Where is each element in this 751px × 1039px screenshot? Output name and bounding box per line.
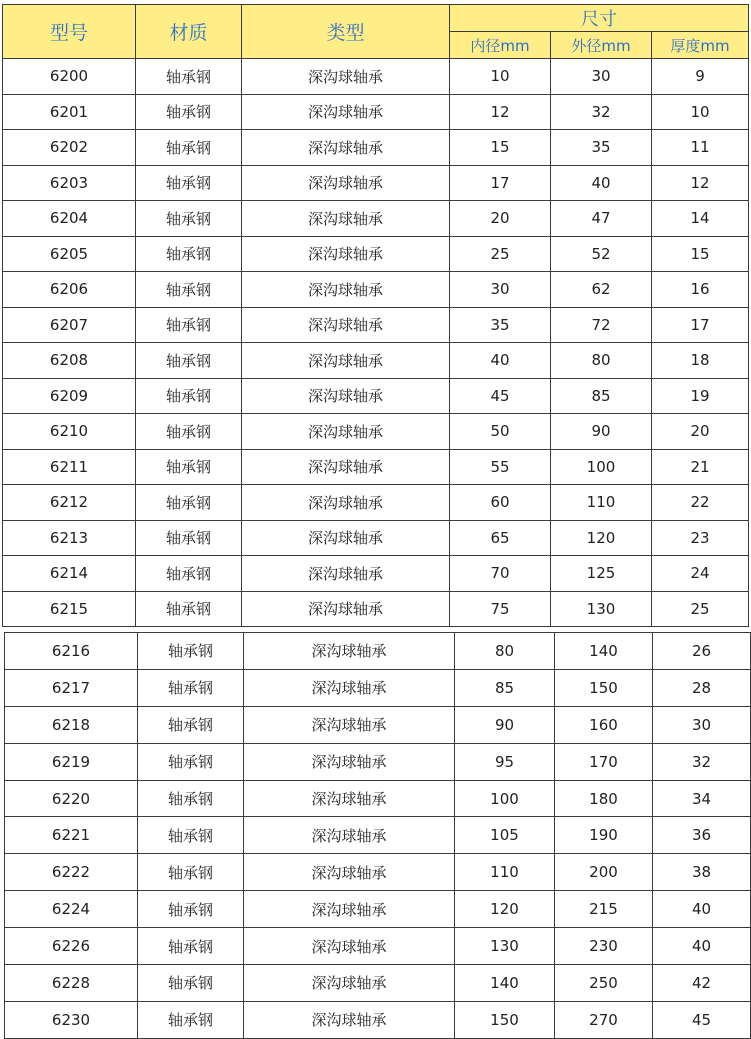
cell-inner: 12: [450, 94, 551, 130]
cell-model: 6216: [5, 633, 138, 670]
cell-material: 轴承钢: [138, 780, 244, 817]
cell-material: 轴承钢: [138, 854, 244, 891]
cell-thickness: 40: [653, 928, 751, 965]
table-row: [3, 94, 749, 130]
cell-material: 轴承钢: [136, 520, 242, 556]
cell-outer: 125: [551, 556, 652, 592]
cell-outer: 52: [551, 236, 652, 272]
cell-inner: 105: [455, 817, 555, 854]
cell-thickness: 21: [652, 449, 749, 485]
cell-model: 6208: [3, 343, 136, 379]
cell-inner: 17: [450, 165, 551, 201]
cell-model: 6207: [3, 307, 136, 343]
header-model: 型号: [3, 5, 136, 59]
table-row: [5, 633, 751, 670]
cell-model: 6209: [3, 378, 136, 414]
cell-type: 深沟球轴承: [244, 780, 455, 817]
cell-thickness: 38: [653, 854, 751, 891]
cell-thickness: 19: [652, 378, 749, 414]
cell-outer: 250: [555, 965, 653, 1002]
cell-model: 6230: [5, 1001, 138, 1038]
cell-thickness: 14: [652, 201, 749, 237]
table-row: [3, 130, 749, 166]
cell-type: 深沟球轴承: [242, 378, 450, 414]
cell-outer: 200: [555, 854, 653, 891]
header-inner: 内径mm: [450, 32, 551, 59]
cell-model: 6226: [5, 928, 138, 965]
cell-outer: 230: [555, 928, 653, 965]
cell-material: 轴承钢: [136, 307, 242, 343]
cell-type: 深沟球轴承: [242, 236, 450, 272]
spec-table: [2, 4, 749, 627]
cell-model: 6202: [3, 130, 136, 166]
cell-material: 轴承钢: [138, 1001, 244, 1038]
cell-outer: 80: [551, 343, 652, 379]
cell-thickness: 42: [653, 965, 751, 1002]
cell-model: 6211: [3, 449, 136, 485]
cell-outer: 100: [551, 449, 652, 485]
table-row: [5, 780, 751, 817]
cell-inner: 55: [450, 449, 551, 485]
cell-material: 轴承钢: [136, 343, 242, 379]
cell-type: 深沟球轴承: [242, 130, 450, 166]
cell-inner: 130: [455, 928, 555, 965]
cell-outer: 62: [551, 272, 652, 308]
cell-type: 深沟球轴承: [242, 94, 450, 130]
cell-outer: 85: [551, 378, 652, 414]
cell-material: 轴承钢: [136, 165, 242, 201]
table-row: [3, 556, 749, 592]
cell-inner: 90: [455, 706, 555, 743]
cell-thickness: 30: [653, 706, 751, 743]
cell-outer: 150: [555, 669, 653, 706]
table-row: [3, 591, 749, 627]
cell-material: 轴承钢: [138, 633, 244, 670]
cell-thickness: 36: [653, 817, 751, 854]
cell-inner: 150: [455, 1001, 555, 1038]
cell-material: 轴承钢: [136, 449, 242, 485]
cell-inner: 70: [450, 556, 551, 592]
cell-material: 轴承钢: [136, 272, 242, 308]
cell-model: 6222: [5, 854, 138, 891]
cell-outer: 90: [551, 414, 652, 450]
header-material: 材质: [136, 5, 242, 59]
cell-material: 轴承钢: [136, 59, 242, 95]
bearing-spec-table-bottom: [4, 632, 750, 1039]
cell-model: 6203: [3, 165, 136, 201]
cell-outer: 140: [555, 633, 653, 670]
cell-material: 轴承钢: [136, 201, 242, 237]
cell-material: 轴承钢: [136, 485, 242, 521]
cell-model: 6205: [3, 236, 136, 272]
cell-type: 深沟球轴承: [244, 965, 455, 1002]
cell-outer: 215: [555, 891, 653, 928]
cell-type: 深沟球轴承: [244, 1001, 455, 1038]
table-row: [3, 59, 749, 95]
cell-inner: 100: [455, 780, 555, 817]
cell-inner: 85: [455, 669, 555, 706]
cell-outer: 110: [551, 485, 652, 521]
cell-material: 轴承钢: [138, 891, 244, 928]
cell-material: 轴承钢: [136, 130, 242, 166]
cell-inner: 30: [450, 272, 551, 308]
cell-type: 深沟球轴承: [242, 307, 450, 343]
cell-outer: 30: [551, 59, 652, 95]
cell-type: 深沟球轴承: [244, 854, 455, 891]
cell-model: 6206: [3, 272, 136, 308]
cell-inner: 65: [450, 520, 551, 556]
bearing-spec-table-top: [2, 4, 748, 627]
table-row: [3, 165, 749, 201]
cell-outer: 32: [551, 94, 652, 130]
cell-inner: 110: [455, 854, 555, 891]
cell-thickness: 11: [652, 130, 749, 166]
cell-inner: 60: [450, 485, 551, 521]
table-row: [3, 520, 749, 556]
cell-material: 轴承钢: [136, 94, 242, 130]
cell-type: 深沟球轴承: [242, 59, 450, 95]
cell-model: 6204: [3, 201, 136, 237]
cell-thickness: 18: [652, 343, 749, 379]
cell-inner: 75: [450, 591, 551, 627]
cell-type: 深沟球轴承: [242, 272, 450, 308]
cell-thickness: 34: [653, 780, 751, 817]
cell-inner: 80: [455, 633, 555, 670]
cell-type: 深沟球轴承: [242, 201, 450, 237]
cell-type: 深沟球轴承: [242, 343, 450, 379]
table-row: [3, 272, 749, 308]
cell-type: 深沟球轴承: [242, 556, 450, 592]
cell-inner: 40: [450, 343, 551, 379]
cell-model: 6219: [5, 743, 138, 780]
cell-outer: 170: [555, 743, 653, 780]
cell-thickness: 45: [653, 1001, 751, 1038]
cell-type: 深沟球轴承: [242, 591, 450, 627]
cell-thickness: 32: [653, 743, 751, 780]
cell-model: 6215: [3, 591, 136, 627]
cell-thickness: 23: [652, 520, 749, 556]
table-row: [3, 378, 749, 414]
cell-type: 深沟球轴承: [244, 891, 455, 928]
cell-material: 轴承钢: [138, 743, 244, 780]
cell-type: 深沟球轴承: [242, 414, 450, 450]
cell-type: 深沟球轴承: [242, 520, 450, 556]
cell-thickness: 9: [652, 59, 749, 95]
cell-type: 深沟球轴承: [244, 669, 455, 706]
cell-model: 6218: [5, 706, 138, 743]
table-row: [5, 965, 751, 1002]
cell-type: 深沟球轴承: [244, 817, 455, 854]
cell-model: 6214: [3, 556, 136, 592]
header-type: 类型: [242, 5, 450, 59]
cell-thickness: 28: [653, 669, 751, 706]
table-row: [3, 201, 749, 237]
table-row: [5, 743, 751, 780]
cell-outer: 160: [555, 706, 653, 743]
cell-model: 6212: [3, 485, 136, 521]
table-row: [5, 706, 751, 743]
cell-thickness: 16: [652, 272, 749, 308]
cell-outer: 72: [551, 307, 652, 343]
cell-inner: 10: [450, 59, 551, 95]
table-row: [3, 236, 749, 272]
cell-outer: 47: [551, 201, 652, 237]
table-row: [3, 485, 749, 521]
header-outer: 外径mm: [551, 32, 652, 59]
cell-outer: 120: [551, 520, 652, 556]
cell-thickness: 24: [652, 556, 749, 592]
cell-inner: 45: [450, 378, 551, 414]
cell-inner: 25: [450, 236, 551, 272]
table-row: [5, 817, 751, 854]
cell-inner: 20: [450, 201, 551, 237]
cell-model: 6228: [5, 965, 138, 1002]
cell-model: 6213: [3, 520, 136, 556]
cell-material: 轴承钢: [136, 591, 242, 627]
table-row: [3, 414, 749, 450]
cell-type: 深沟球轴承: [242, 449, 450, 485]
cell-material: 轴承钢: [136, 378, 242, 414]
cell-inner: 15: [450, 130, 551, 166]
table-row: [5, 1001, 751, 1038]
cell-material: 轴承钢: [136, 414, 242, 450]
table-row: [3, 343, 749, 379]
table-row: [3, 307, 749, 343]
table-row: [5, 891, 751, 928]
spec-table-continued: [4, 632, 751, 1039]
header-thickness: 厚度mm: [652, 32, 749, 59]
cell-thickness: 22: [652, 485, 749, 521]
cell-type: 深沟球轴承: [244, 743, 455, 780]
cell-inner: 95: [455, 743, 555, 780]
table-row: [3, 449, 749, 485]
cell-thickness: 12: [652, 165, 749, 201]
cell-material: 轴承钢: [138, 706, 244, 743]
cell-inner: 50: [450, 414, 551, 450]
cell-outer: 35: [551, 130, 652, 166]
cell-outer: 130: [551, 591, 652, 627]
cell-outer: 180: [555, 780, 653, 817]
cell-thickness: 10: [652, 94, 749, 130]
cell-thickness: 40: [653, 891, 751, 928]
cell-model: 6217: [5, 669, 138, 706]
cell-thickness: 20: [652, 414, 749, 450]
cell-thickness: 15: [652, 236, 749, 272]
cell-thickness: 17: [652, 307, 749, 343]
cell-thickness: 25: [652, 591, 749, 627]
cell-outer: 190: [555, 817, 653, 854]
cell-model: 6210: [3, 414, 136, 450]
cell-outer: 270: [555, 1001, 653, 1038]
cell-model: 6220: [5, 780, 138, 817]
table-row: [5, 669, 751, 706]
cell-type: 深沟球轴承: [242, 165, 450, 201]
cell-model: 6201: [3, 94, 136, 130]
header-size: 尺寸: [450, 5, 749, 32]
cell-inner: 35: [450, 307, 551, 343]
cell-material: 轴承钢: [136, 236, 242, 272]
table-row: [5, 928, 751, 965]
cell-thickness: 26: [653, 633, 751, 670]
table-row: [5, 854, 751, 891]
cell-type: 深沟球轴承: [244, 928, 455, 965]
cell-type: 深沟球轴承: [244, 633, 455, 670]
cell-material: 轴承钢: [138, 817, 244, 854]
cell-inner: 140: [455, 965, 555, 1002]
cell-outer: 40: [551, 165, 652, 201]
cell-model: 6224: [5, 891, 138, 928]
cell-material: 轴承钢: [136, 556, 242, 592]
cell-material: 轴承钢: [138, 928, 244, 965]
cell-model: 6200: [3, 59, 136, 95]
cell-type: 深沟球轴承: [244, 706, 455, 743]
cell-type: 深沟球轴承: [242, 485, 450, 521]
cell-model: 6221: [5, 817, 138, 854]
cell-material: 轴承钢: [138, 669, 244, 706]
cell-material: 轴承钢: [138, 965, 244, 1002]
cell-inner: 120: [455, 891, 555, 928]
